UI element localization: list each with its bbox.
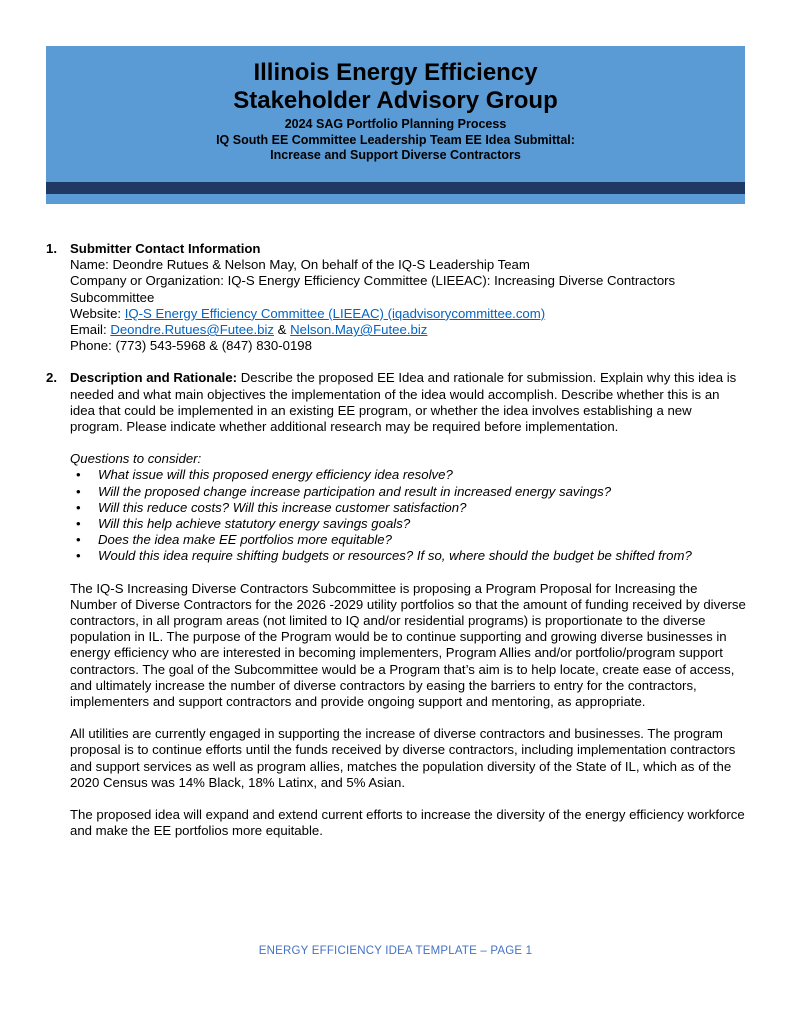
section-description [46, 370, 746, 839]
banner-subtitle-3: Increase and Support Diverse Contractors [270, 148, 521, 162]
paragraph-2: All utilities are currently engaged in supporting the increase of diverse contractors and businesses. The program proposal is to continue efforts until the funds received by diverse contractors, including implementation contractors and support services as well as program allies, matches the population diversity of the State of IL, which as of the 2020 Census was 14% Black, 18% Latinx, and 5% Asian. [70, 726, 736, 790]
banner-subtitle-1: 2024 SAG Portfolio Planning Process [284, 117, 507, 131]
banner-dark-bar [46, 182, 745, 194]
email-link-1[interactable]: Deondre.Rutues@Futee.biz [110, 322, 274, 338]
bullet-icon: • [76, 499, 81, 515]
name-line: Name: Deondre Rutues & Nelson May, On behalf of the IQ-S Leadership Team [70, 257, 530, 273]
list-item: • Will this help achieve statutory energy savings goals? [76, 516, 411, 532]
list-item: • Will this reduce costs? Will this increase customer satisfaction? [76, 499, 467, 515]
bullet-icon: • [76, 516, 81, 532]
email-separator: & [273, 322, 291, 338]
paragraph-3: The proposed idea will expand and extend current efforts to increase the diversity of the energy efficiency workforce and make the EE portfolios more equitable. [70, 807, 745, 839]
questions-list [70, 467, 746, 564]
organization-line: Company or Organization: IQ-S Energy Efficiency Committee (LIEEAC): Increasing Diverse Contractors Subcommittee [70, 273, 676, 305]
questions-title: Questions to consider: [70, 451, 202, 467]
website-link[interactable]: IQ-S Energy Efficiency Committee (LIEEAC) (iqadvisorycommittee.com) [124, 305, 546, 321]
section-heading: Description and Rationale: [70, 370, 238, 386]
bullet-icon: • [76, 548, 81, 564]
phone-line: Phone: (773) 543-5968 & (847) 830-0198 [70, 338, 312, 354]
list-item: • Does the idea make EE portfolios more equitable? [76, 532, 392, 548]
website-label: Website: [70, 305, 125, 321]
intro-text: Describe the proposed EE Idea and rationale for submission. Explain why this idea is needed and what main objectives the implementation of the idea would accomplish. Describe whether this is an idea that could be implemented in an existing EE program, or whether the idea involves establishing a new program. Please indicate whether additional research may be required before implementation. [70, 370, 737, 435]
email-link-2[interactable]: Nelson.May@Futee.biz [290, 322, 428, 338]
email-line [70, 322, 746, 338]
list-item: • What issue will this proposed energy efficiency idea resolve? [76, 467, 453, 483]
banner-light-bar [46, 194, 745, 204]
website-line [70, 306, 746, 322]
banner-title-line2: Stakeholder Advisory Group [233, 87, 558, 114]
bullet-icon: • [76, 483, 81, 499]
description-intro [70, 370, 746, 435]
list-item: • Will the proposed change increase participation and result in increased energy savings? [76, 483, 612, 499]
paragraph-1: The IQ-S Increasing Diverse Contractors Subcommittee is proposing a Program Proposal for Increasing the Number of Diverse Contractors for the 2026 -2029 utility portfolios so that the amount of funding received by diverse contractors, in all program areas (not limited to IQ and/or residential programs) is proportionate to the diverse population in IL. The purpose of the Program would be to continue supporting and growing diverse businesses in energy efficiency who are interested in becoming implementers, Program Allies and/or portfolio/program support contractors. The goal of the Subcommittee would be a Program that’s aim is to help locate, create ease of access, and ultimately increase the number of diverse contractors by easing the barriers to entry for the contractors, implementers and support contractors and provide ongoing support and mentoring, as appropriate. [70, 580, 746, 710]
section-heading: Submitter Contact Information [70, 241, 261, 256]
bullet-icon: • [76, 467, 81, 483]
list-item: • Would this idea require shifting budgets or resources? If so, where should the budget be shifted from? [76, 548, 692, 564]
section-number: 1. [46, 241, 57, 256]
header-banner [46, 46, 745, 182]
page-footer: ENERGY EFFICIENCY IDEA TEMPLATE – PAGE 1 [258, 945, 533, 957]
bullet-icon: • [76, 532, 81, 548]
section-contact-info [46, 241, 746, 354]
document-body [46, 241, 746, 840]
email-label: Email: [70, 322, 111, 338]
banner-subtitle-2: IQ South EE Committee Leadership Team EE Idea Submittal: [216, 132, 575, 147]
banner-title-line1: Illinois Energy Efficiency [253, 59, 538, 86]
section-number: 2. [46, 370, 57, 386]
